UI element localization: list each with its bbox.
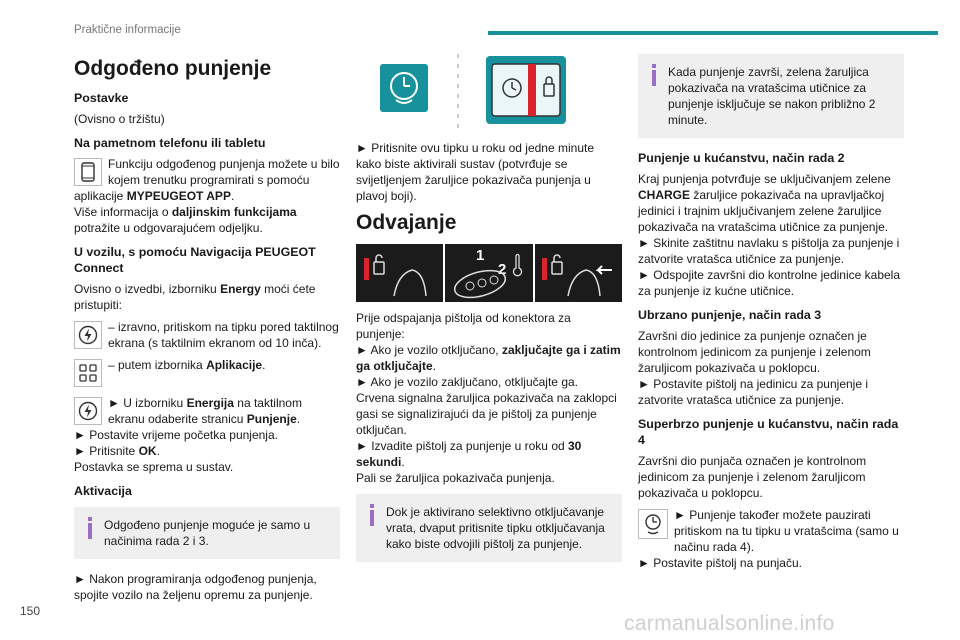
disconnect-title: Odvajanje	[356, 211, 457, 234]
option-apps: – putem izbornika Aplikacije.	[74, 357, 340, 389]
market-note: (Ovisno o tržištu)	[74, 112, 165, 126]
fig-number-1: 1	[475, 247, 485, 264]
remote-functions-ref: daljinskim funkcijama	[171, 205, 297, 219]
info-icon	[366, 504, 378, 552]
app-name: MYPEUGEOT APP	[126, 189, 231, 203]
info-icon	[648, 64, 660, 128]
timer-plug-icon	[638, 509, 668, 539]
timer-button-figure	[356, 50, 622, 134]
energy-bolt-icon	[74, 321, 102, 349]
info-note-selective-unlock: Dok je aktivirano selektivno otključavanje vrata, dvaput pritisnite tipku otključavanja kako biste odvojili pištolj za punjenje.	[356, 494, 622, 562]
nav-paragraph: Ovisno o izvedbi, izborniku Energy moći ćete pristupiti:	[74, 282, 316, 312]
info-icon	[84, 517, 96, 549]
steps-block: ► U izborniku Energija na taktilnom ekranu odaberite stranicu Punjenje. ► Postavite vrijeme početka punjenja. ► Pritisnite OK. Postavka se sprema u sustav.	[74, 396, 302, 474]
apps-grid-icon	[74, 359, 102, 387]
disconnect-steps: Prije odspajanja pištolja od konektora za punjenje: ► Ako je vozilo otključano, zaključajte ga i zatim ga otključajte. ► Ako je vozilo zaključano, otključajte ga. Crvena signalna žaruljica pokazivača na zaklopci gasi se signalizirajući da je pištolj za punjenje otključan. ► Izvadite pištolj za punjenje u roku od 30 sekundi. Pali se žaruljica pokazivača punjenja.	[356, 311, 621, 485]
watermark: carmanualsonline.info	[624, 612, 835, 635]
page-number: 150	[20, 604, 41, 618]
column-2	[356, 52, 622, 574]
mode2-text: Kraj punjenja potvrđuje se uključivanjem zelene CHARGE žaruljice pokazivača na upravljačkoj jedinici i trajnim uključivanjem zelene žaruljice pokazivača na vratašcima utičnice za punjenje. ► Skinite zaštitnu navlaku s pištolja za punjenje i zatvorite vratašca utičnice za punjenje. ► Odspojite završni dio kontrolne jedinice kabela za punjenje iz kućne utičnice.	[638, 172, 901, 298]
mode2-heading: Punjenje u kućanstvu, način rada 2	[638, 151, 845, 165]
info-note-activation: Odgođeno punjenje moguće je samo u načinima rada 2 i 3.	[74, 507, 340, 559]
column-1	[74, 52, 340, 609]
unlock-icon	[356, 244, 445, 302]
mode3-text: Završni dio jedinice za punjenje označen je kontrolnom jedinicom za punjenje i zelenom žaruljicom pokazivača u poklopcu. ► Postavite pištolj na jedinicu za punjenje i zatvorite vratašca utičnice za punjenje.	[638, 329, 871, 407]
mode4-pause: ► Punjenje također možete pauzirati pritiskom na tu tipku u vratašcima (samo u načinu rada 4). ► Postavite pištolj na punjaču.	[638, 508, 899, 570]
charge-gun-icon	[535, 244, 622, 302]
option-direct: – izravno, pritiskom na tipku pored taktilnog ekrana (s taktilnim ekranom od 10 inča).	[74, 319, 340, 351]
running-header: Praktične informacije	[74, 24, 181, 36]
disconnect-figure	[356, 244, 622, 302]
energy-bolt-icon	[74, 397, 102, 425]
info-note-end-charge: Kada punjenje završi, zelena žaruljica pokazivača na vratašcima utičnice za punjenje isključuje se nakon približno 2 minute.	[638, 54, 904, 138]
mode3-heading: Ubrzano punjenje, način rada 3	[638, 308, 822, 322]
activation-text: ► Nakon programiranja odgođenog punjenja, spojite vozilo na željenu opremu za punjenje.	[74, 572, 317, 602]
activation-heading: Aktivacija	[74, 484, 132, 498]
smartphone-icon	[74, 158, 102, 186]
key-fob-icon	[445, 244, 534, 302]
mode4-text: Završni dio punjača označen je kontrolnom jedinicom za punjenje i zelenom žaruljicom pokazivača u poklopcu.	[638, 454, 867, 500]
phone-heading: Na pametnom telefonu ili tabletu	[74, 136, 266, 150]
fig-number-2: 2	[497, 261, 507, 278]
settings-heading: Postavke	[74, 91, 129, 105]
header-accent-bar	[488, 31, 938, 35]
nav-heading: U vozilu, s pomoću Navigacija PEUGEOT Connect	[74, 245, 316, 275]
timer-plug-icon	[380, 64, 428, 112]
press-button-text: ► Pritisnite ovu tipku u roku od jedne minute kako biste aktivirali sustav (potvrđuje se svijetljenjem žaruljice pokazivača punjenja u plavoj boji).	[356, 141, 595, 203]
section-title: Odgođeno punjenje	[74, 57, 272, 80]
mode4-heading: Superbrzo punjenje u kućanstvu, način rada 4	[638, 417, 899, 447]
phone-paragraph: Funkciju odgođenog punjenja možete u bilo kojem trenutku programirati s pomoću aplikacije MYPEUGEOT APP. Više informacija o daljinskim funkcijama potražite u odgovarajućem odjeljku.	[74, 157, 340, 235]
column-3	[638, 52, 904, 577]
